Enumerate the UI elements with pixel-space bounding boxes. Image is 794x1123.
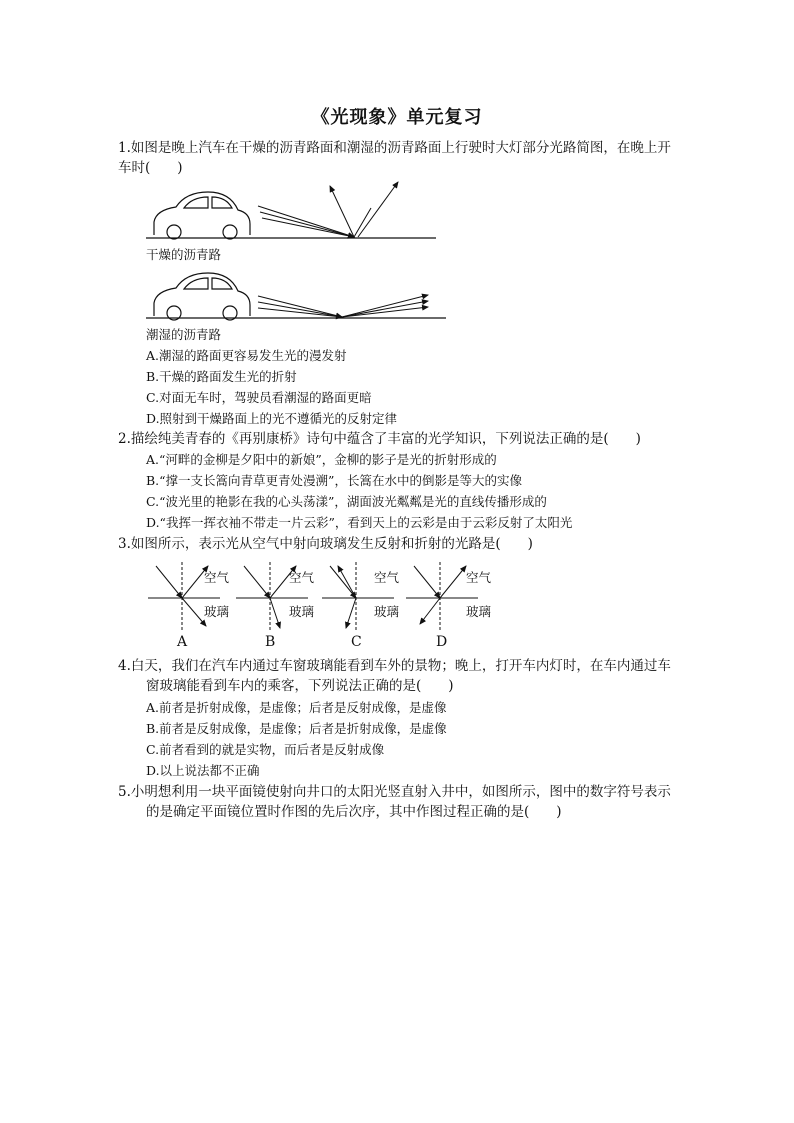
question-1-option-b: B.干燥的路面发生光的折射 [146,369,297,384]
dry-road-diagram [146,180,436,246]
question-1-text-line-1: 1.如图是晚上汽车在干燥的沥青路面和潮湿的沥青路面上行驶时大灯部分光路简图，在晚上开 [118,140,671,156]
air-label-c: 空气 [374,570,400,585]
question-3-text: 3.如图所示，表示光从空气中射向玻璃发生反射和折射的光路是( ) [118,536,533,552]
question-2-text: 2.描绘纯美青春的《再别康桥》诗句中蕴含了丰富的光学知识，下列说法正确的是( ) [118,431,641,447]
question-2-option-a: A.“河畔的金柳是夕阳中的新娘”，金柳的影子是光的折射形成的 [146,452,497,467]
question-4-option-b: B.前者是反射成像，是虚像；后者是折射成像，是虚像 [146,721,447,736]
diagram-label-b: B [265,634,276,650]
question-5-text-line-1: 5.小明想利用一块平面镜使射向井口的太阳光竖直射入井中，如图所示，图中的数字符号表示 [118,784,671,800]
diagram-label-a: A [177,634,188,650]
glass-label-a: 玻璃 [204,604,230,619]
question-5-text-line-2: 的是确定平面镜位置时作图的先后次序，其中作图过程正确的是( ) [146,804,562,820]
question-1-option-d: D.照射到干燥路面上的光不遵循光的反射定律 [146,411,398,426]
question-4-option-a: A.前者是折射成像，是虚像；后者是反射成像，是虚像 [146,700,447,715]
question-4-option-c: C.前者看到的就是实物，而后者是反射成像 [146,742,385,757]
page-title: 《光现象》单元复习 [311,107,483,128]
air-label-b: 空气 [289,570,315,585]
car-icon [154,192,250,239]
air-label-a: 空气 [204,570,230,585]
car-icon [154,273,250,320]
air-label-d: 空气 [466,570,492,585]
question-4-option-d: D.以上说法都不正确 [146,763,260,778]
wet-road-caption: 潮湿的沥青路 [146,327,222,342]
wet-road-diagram [146,268,446,324]
diagram-label-c: C [351,634,362,650]
question-4-text-line-2: 窗玻璃能看到车内的乘客，下列说法正确的是( ) [146,678,454,694]
question-1-text-line-2: 车时( ) [118,160,183,176]
glass-label-c: 玻璃 [374,604,400,619]
diagram-label-d: D [436,634,448,650]
glass-label-d: 玻璃 [466,604,492,619]
question-2-option-d: D.“我挥一挥衣袖不带走一片云彩”，看到天上的云彩是由于云彩反射了太阳光 [146,515,573,530]
question-2-option-c: C.“波光里的艳影在我的心头荡漾”，湖面波光粼粼是光的直线传播形成的 [146,494,547,509]
question-2-option-b: B.“撑一支长篙向青草更青处漫溯”，长篙在水中的倒影是等大的实像 [146,473,522,488]
question-4-text-line-1: 4.白天，我们在汽车内通过车窗玻璃能看到车外的景物；晚上，打开车内灯时，在车内通过车 [118,658,671,674]
glass-label-b: 玻璃 [289,604,315,619]
dry-road-caption: 干燥的沥青路 [146,247,222,262]
question-1-option-a: A.潮湿的路面更容易发生光的漫发射 [146,348,347,363]
question-1-option-c: C.对面无车时，驾驶员看潮湿的路面更暗 [146,390,372,405]
